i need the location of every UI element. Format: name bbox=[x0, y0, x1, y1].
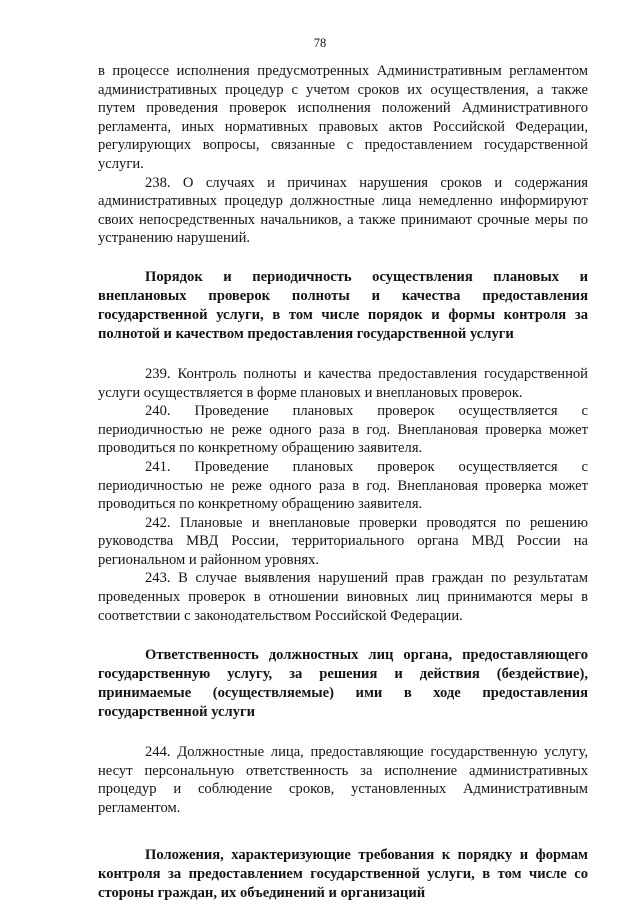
section-heading-control-provisions: Положения, характеризующие требования к порядку и формам контроля за предоставлением государственной услуги, в том числе со стороны граждан, их объединений и организаций bbox=[98, 846, 588, 901]
page-number: 78 bbox=[313, 36, 327, 50]
section-heading-inspections: Порядок и периодичность осуществления плановых и внеплановых проверок полноты и качества предоставления государственной услуги, в том числе порядок и формы контроля за полнотой и качеством предоставления государственной услуги bbox=[98, 268, 588, 342]
paragraph-244: 244. Должностные лица, предоставляющие государственную услугу, несут персональную ответственность за исполнение административных процедур и соблюдение сроков, установленных Административным регламентом. bbox=[98, 744, 588, 817]
section-heading-responsibility: Ответственность должностных лиц органа, предоставляющего государственную услугу, за решения и действия (бездействие), принимаемые (осуществляемые) ими в ходе предоставления государственной услуги bbox=[98, 647, 588, 721]
paragraph-239: 239. Контроль полноты и качества предоставления государственной услуги осуществляется в форме плановых и внеплановых проверок. bbox=[98, 365, 588, 401]
paragraph-240: 240. Проведение плановых проверок осуществляется с периодичностью не реже одного раза в год. Внеплановая проверка может проводиться по конкретному обращению заявителя. bbox=[98, 403, 588, 457]
paragraph-continuation: в процессе исполнения предусмотренных Административным регламентом административных процедур с учетом сроков их осуществления, а также путем проведения проверок исполнения положений Административного регламента, иных нормативных правовых актов Российской Федерации, регулирующих вопросы, связанные с предоставлением государственной услуги. bbox=[98, 63, 588, 172]
paragraph-238: 238. О случаях и причинах нарушения сроков и содержания административных процедур должностные лица немедленно информируют своих непосредственных начальников, а также принимают срочные меры по устранению нарушений. bbox=[98, 174, 588, 247]
paragraph-241: 241. Проведение плановых проверок осуществляется с периодичностью не реже одного раза в год. Внеплановая проверка может проводиться по конкретному обращению заявителя. bbox=[98, 458, 588, 513]
paragraph-242: 242. Плановые и внеплановые проверки проводятся по решению руководства МВД России, территориального органа МВД России на региональном и районном уровнях. bbox=[98, 514, 588, 568]
page-content bbox=[98, 62, 588, 903]
paragraph-243: 243. В случае выявления нарушений прав граждан по результатам проведенных проверок в отношении виновных лиц принимаются меры в соответствии с законодательством Российской Федерации. bbox=[98, 570, 588, 624]
